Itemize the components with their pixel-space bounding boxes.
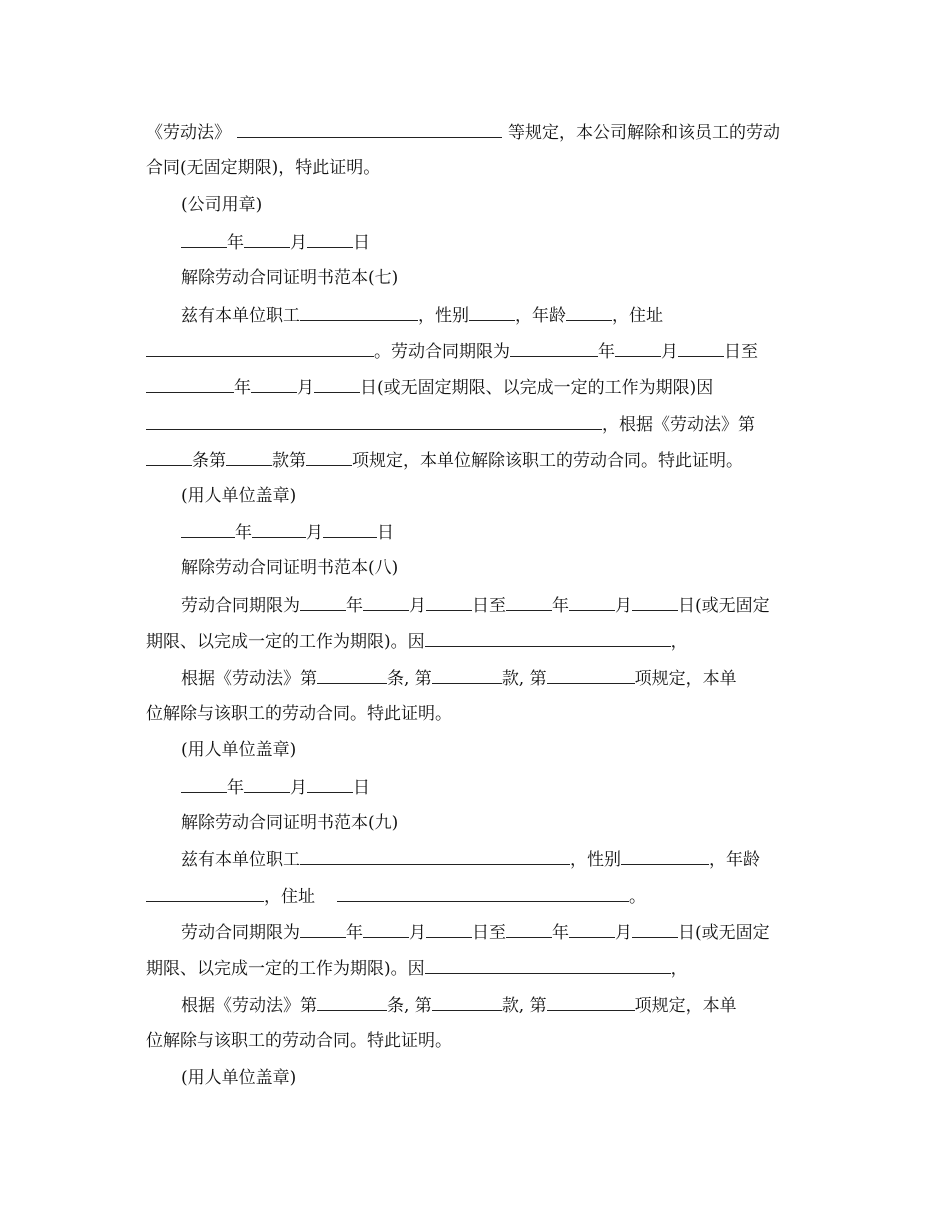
text: 劳动合同期限为 — [181, 923, 300, 943]
s8-title: 解除劳动合同证明书范本(八) — [181, 558, 399, 578]
text: 项规定，本单 — [634, 996, 737, 1016]
text: 根据《劳动法》第 — [181, 669, 317, 689]
s7-line2 — [146, 341, 758, 362]
text: 日(或无固定期限、以完成一定的工作为期限)因 — [360, 378, 714, 398]
blank-field — [547, 995, 635, 1011]
blank-field — [307, 777, 353, 793]
text: 月 — [297, 378, 314, 398]
blank-field — [146, 450, 192, 466]
blank-field — [307, 232, 353, 248]
blank-field — [226, 450, 272, 466]
blank-field — [506, 922, 552, 938]
text: 条第 — [192, 451, 226, 471]
s9-line1 — [181, 849, 760, 870]
text: 期限、以完成一定的工作为期限)。因 — [146, 959, 425, 979]
blank-field — [363, 595, 409, 611]
blank-field — [146, 886, 264, 902]
s7-line5 — [146, 450, 743, 471]
text: ，年龄 — [515, 306, 566, 326]
text: 日(或无固定 — [678, 923, 770, 943]
text: ，住址 — [612, 306, 663, 326]
s7-line3 — [146, 377, 713, 398]
blank-field — [252, 522, 306, 538]
text: 月 — [615, 596, 632, 616]
blank-field — [181, 522, 235, 538]
month-label: 月 — [290, 233, 307, 253]
blank-field — [569, 595, 615, 611]
blank-field — [146, 341, 374, 357]
s6-stamp: (公司用章) — [181, 195, 263, 215]
s6-line2: 合同(无固定期限)，特此证明。 — [146, 158, 381, 178]
s7-line4 — [146, 414, 755, 435]
blank-field — [181, 777, 227, 793]
blank-field — [300, 595, 346, 611]
text: 兹有本单位职工 — [181, 306, 300, 326]
blank-field — [432, 668, 502, 684]
blank-field — [469, 305, 515, 321]
text: 月 — [409, 923, 426, 943]
blank-field — [615, 341, 661, 357]
text: 款, 第 — [501, 669, 547, 689]
blank-field — [306, 450, 352, 466]
text: 年 — [346, 596, 363, 616]
blank-field — [506, 595, 552, 611]
blank-field — [337, 886, 629, 902]
text: 项规定，本单 — [634, 669, 737, 689]
text: 日至 — [472, 923, 506, 943]
blank-field — [244, 777, 290, 793]
blank-field — [300, 922, 346, 938]
text: 年 — [234, 378, 251, 398]
text: ，住址 — [264, 887, 315, 907]
text: 年 — [552, 923, 569, 943]
year-label: 年 — [227, 778, 244, 798]
s9-line6: 位解除与该职工的劳动合同。特此证明。 — [146, 1031, 452, 1051]
text: 年 — [346, 923, 363, 943]
s8-line3 — [181, 668, 737, 689]
s6-line1 — [146, 122, 780, 143]
blank-field — [244, 232, 290, 248]
blank-field — [314, 377, 360, 393]
text: 月 — [615, 923, 632, 943]
text: 日至 — [724, 342, 758, 362]
text: 条, 第 — [387, 669, 432, 689]
s7-stamp: (用人单位盖章) — [181, 486, 297, 506]
text: 。劳动合同期限为 — [374, 342, 510, 362]
blank-field — [317, 668, 387, 684]
text: 年 — [598, 342, 615, 362]
s7-date — [181, 522, 394, 543]
blank-field — [323, 522, 377, 538]
s9-line4 — [146, 958, 688, 979]
text: ， — [670, 632, 688, 652]
text: 月 — [661, 342, 678, 362]
blank-field — [181, 232, 227, 248]
text: ，年龄 — [709, 850, 760, 870]
s9-line2 — [146, 886, 646, 907]
blank-field — [146, 414, 602, 430]
s8-line2 — [146, 631, 688, 652]
blank-field — [300, 305, 418, 321]
s6-date — [181, 232, 370, 253]
text: 日(或无固定 — [678, 596, 770, 616]
blank-field — [425, 958, 671, 974]
text: 项规定，本单位解除该职工的劳动合同。特此证明。 — [352, 451, 743, 471]
blank-field — [632, 595, 678, 611]
blank-field — [547, 668, 635, 684]
s9-stamp: (用人单位盖章) — [181, 1068, 297, 1088]
blank-field — [432, 995, 502, 1011]
s8-line4: 位解除与该职工的劳动合同。特此证明。 — [146, 704, 452, 724]
blank-field — [425, 631, 671, 647]
text: 款, 第 — [501, 996, 547, 1016]
blank-field — [146, 377, 234, 393]
blank-field — [426, 595, 472, 611]
blank-field — [300, 849, 570, 865]
s7-line1 — [181, 305, 663, 326]
month-label: 月 — [306, 523, 323, 543]
blank-field — [426, 922, 472, 938]
s8-stamp: (用人单位盖章) — [181, 740, 297, 760]
year-label: 年 — [235, 523, 252, 543]
day-label: 日 — [353, 778, 370, 798]
text: 月 — [409, 596, 426, 616]
text: 期限、以完成一定的工作为期限)。因 — [146, 632, 425, 652]
blank-field — [510, 341, 598, 357]
blank-field — [621, 849, 709, 865]
text: ，性别 — [570, 850, 621, 870]
blank-field — [317, 995, 387, 1011]
text: 兹有本单位职工 — [181, 850, 300, 870]
blank-field — [569, 922, 615, 938]
s8-line1 — [181, 595, 770, 616]
blank-field — [237, 122, 502, 138]
text: 等规定，本公司解除和该员工的劳动 — [508, 123, 780, 143]
blank-field — [678, 341, 724, 357]
text: 。 — [629, 887, 646, 907]
year-label: 年 — [227, 233, 244, 253]
blank-field — [363, 922, 409, 938]
s9-line3 — [181, 922, 770, 943]
day-label: 日 — [353, 233, 370, 253]
text: ，性别 — [418, 306, 469, 326]
day-label: 日 — [377, 523, 394, 543]
s9-line5 — [181, 995, 737, 1016]
s7-title: 解除劳动合同证明书范本(七) — [181, 268, 399, 288]
blank-field — [632, 922, 678, 938]
s9-title: 解除劳动合同证明书范本(九) — [181, 813, 399, 833]
s8-date — [181, 777, 370, 798]
text: 款第 — [272, 451, 306, 471]
blank-field — [566, 305, 612, 321]
text: ，根据《劳动法》第 — [602, 415, 755, 435]
text: 年 — [552, 596, 569, 616]
law-reference: 《劳动法》 — [146, 123, 231, 143]
month-label: 月 — [290, 778, 307, 798]
text: 日至 — [472, 596, 506, 616]
blank-field — [251, 377, 297, 393]
text: 条, 第 — [387, 996, 432, 1016]
text: 劳动合同期限为 — [181, 596, 300, 616]
text: 根据《劳动法》第 — [181, 996, 317, 1016]
text: ， — [670, 959, 688, 979]
